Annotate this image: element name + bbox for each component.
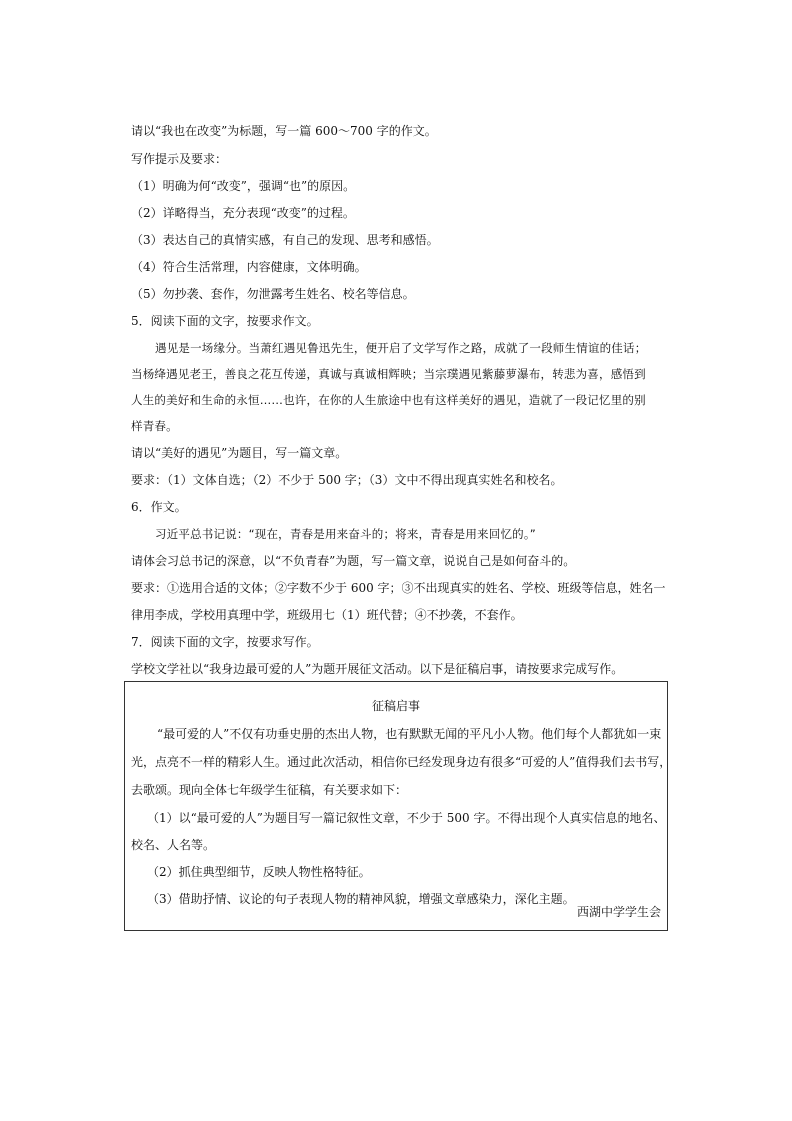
notice-item: （3）借助抒情、议论的句子表现人物的精神风貌，增强文章感染力，深化主题。 [147, 892, 575, 906]
tip-item: （5）勿抄袭、套作，勿泄露考生姓名、校名等信息。 [131, 287, 415, 301]
tip-item: （4）符合生活常理，内容健康，文体明确。 [131, 260, 367, 274]
q5-passage-line: 人生的美好和生命的永恒……也许，在你的人生旅途中也有这样美好的遇见，造就了一段记忆里的别 [131, 393, 646, 407]
tip-item: （1）明确为何“改变”，强调“也”的原因。 [131, 179, 356, 193]
notice-body-line: “最可爱的人”不仅有功垂史册的杰出人物，也有默默无闻的平凡小人物。他们每个人都犹如一束 [157, 727, 662, 741]
q5-passage-line: 样青春。 [131, 419, 178, 433]
tips-heading: 写作提示及要求： [131, 152, 228, 166]
question-6-heading: 6．作文。 [131, 500, 187, 514]
q5-requirements: 要求：（1）文体自选；（2）不少于 500 字；（3）文中不得出现真实姓名和校名。 [131, 473, 563, 487]
q6-requirements-line: 要求：①选用合适的文体；②字数不少于 600 字；③不出现真实的姓名、学校、班级等信息，姓名一 [131, 581, 666, 595]
notice-item: 校名、人名等。 [131, 838, 216, 852]
tip-item: （3）表达自己的真情实感，有自己的发现、思考和感悟。 [131, 233, 439, 247]
tip-item: （2）详略得当，充分表现“改变”的过程。 [131, 206, 355, 220]
question-7-heading: 7．阅读下面的文字，按要求写作。 [131, 635, 319, 649]
call-for-submissions-box [124, 681, 672, 931]
q6-quote: 习近平总书记说：“现在，青春是用来奋斗的；将来，青春是用来回忆的。” [155, 527, 536, 541]
q5-passage-line: 当杨绛遇见老王，善良之花互传递，真诚与真诚相辉映；当宗璞遇见紫藤萝瀑布，转悲为喜，感悟到 [131, 367, 646, 381]
q5-passage-line: 遇见是一场缘分。当萧红遇见鲁迅先生，便开启了文学写作之路，成就了一段师生情谊的佳话； [155, 341, 647, 355]
notice-body-line: 光，点亮不一样的精彩人生。通过此次活动，相信你已经发现身边有很多“可爱的人”值得我们去书写， [131, 755, 672, 769]
notice-item: （2）抓住典型细节，反映人物性格特征。 [147, 865, 371, 879]
notice-item: （1）以“最可爱的人”为题目写一篇记叙性文章，不少于 500 字。不得出现个人真实信息的地名、 [147, 811, 666, 825]
notice-signature: 西湖中学学生会 [576, 905, 661, 919]
q6-prompt: 请体会习总书记的深意，以“不负青春”为题，写一篇文章，说说自己是如何奋斗的。 [131, 554, 576, 568]
notice-title: 征稿启事 [371, 699, 420, 713]
notice-body-line: 去歌颂。现向全体七年级学生征稿，有关要求如下： [131, 783, 408, 797]
question-5-heading: 5．阅读下面的文字，按要求作文。 [131, 314, 319, 328]
q5-prompt: 请以“美好的遇见”为题目，写一篇文章。 [131, 446, 348, 460]
q7-intro: 学校文学社以“我身边最可爱的人”为题开展征文活动。以下是征稿启事，请按要求完成写作。 [131, 662, 624, 676]
q6-requirements-line: 律用李成，学校用真理中学，班级用七（1）班代替；④不抄袭，不套作。 [131, 608, 523, 622]
essay-prompt-intro: 请以“我也在改变”为标题，写一篇 600～700 字的作文。 [131, 124, 437, 138]
